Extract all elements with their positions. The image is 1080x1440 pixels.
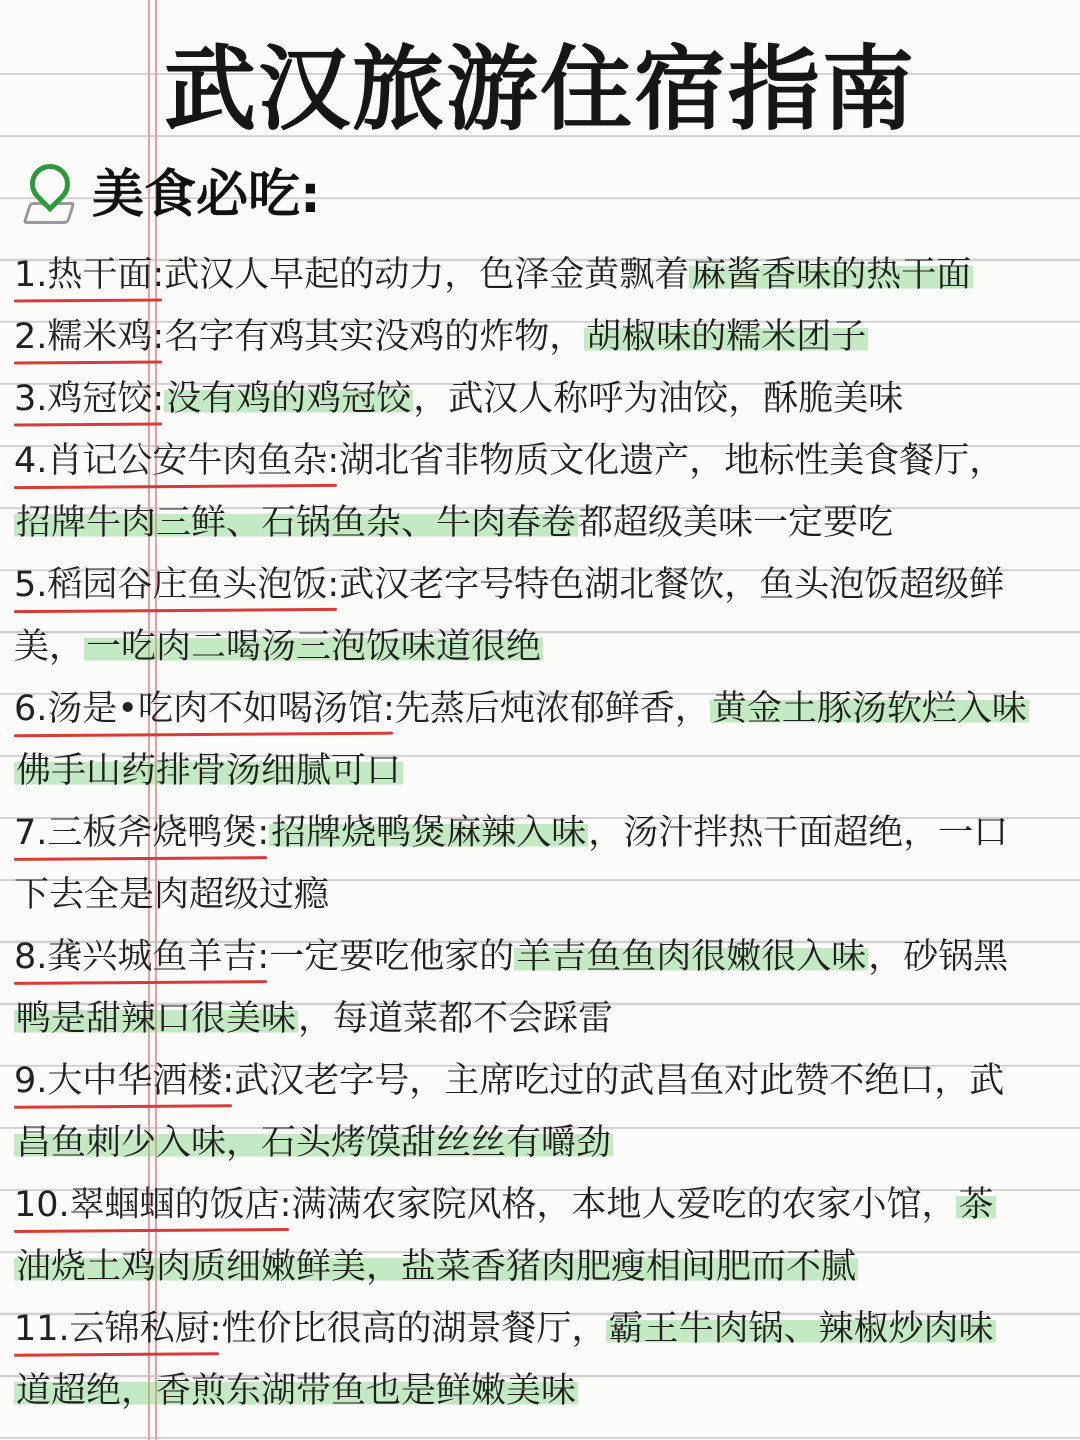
item-highlight: 佛手山药排骨汤细腻可口	[16, 751, 402, 791]
list-item	[14, 926, 1080, 988]
item-name: 4.肖记公安牛肉鱼杂:	[14, 430, 339, 492]
list-item	[14, 1174, 1080, 1236]
list-item	[14, 244, 1080, 306]
list-item-continuation	[14, 492, 1080, 554]
item-text: ，汤汁拌热干面超绝，一口	[588, 813, 1009, 853]
list-item	[14, 554, 1080, 616]
list-item	[14, 368, 1080, 430]
item-name: 5.稻园谷庄鱼头泡饭:	[14, 554, 339, 616]
item-text: ，每道菜都不会踩雷	[298, 999, 614, 1039]
item-text: 武汉老字号，主席吃过的武昌鱼对此赞不绝口，武	[234, 1061, 1005, 1101]
list-item	[14, 306, 1080, 368]
item-name: 1.热干面:	[14, 244, 164, 306]
page-title: 武汉旅游住宿指南	[163, 36, 916, 143]
list-item	[14, 678, 1080, 740]
location-pin-icon	[22, 164, 82, 226]
item-name: 10.翠蝈蝈的饭店:	[14, 1174, 291, 1236]
item-text: 一定要吃他家的	[269, 937, 515, 977]
item-name: 6.汤是•吃肉不如喝汤馆:	[14, 678, 395, 740]
item-highlight: 昌鱼刺少入味，石头烤馍甜丝丝有嚼劲	[16, 1123, 612, 1163]
item-text: 性价比很高的湖景餐厅，	[221, 1309, 607, 1349]
item-highlight: 道超绝，香煎东湖带鱼也是鲜嫩美味	[16, 1371, 577, 1411]
list-item-continuation	[14, 740, 1080, 802]
item-text: 先蒸后炖浓郁鲜香，	[394, 689, 710, 729]
list-item-continuation	[14, 988, 1080, 1050]
list-item-continuation	[14, 1360, 1080, 1422]
item-text: 武汉人早起的动力，色泽金黄飘着	[164, 255, 690, 295]
item-highlight: 一吃肉二喝汤三泡饭味道很绝	[86, 627, 542, 667]
item-highlight: 鸭是甜辣口很美味	[16, 999, 297, 1039]
list-item	[14, 1050, 1080, 1112]
list-item-continuation	[14, 1236, 1080, 1298]
list-item-continuation	[14, 1112, 1080, 1174]
item-text: 满满农家院风格，本地人爱吃的农家小馆，	[291, 1185, 957, 1225]
item-name: 11.云锦私厨:	[14, 1298, 221, 1360]
item-highlight: 胡椒味的糯米团子	[586, 317, 867, 357]
item-text: 下去全是肉超级过瘾	[14, 875, 330, 915]
item-text: 都超级美味一定要吃	[578, 503, 894, 543]
item-highlight: 霸王牛肉锅、辣椒炒肉味	[608, 1309, 994, 1349]
item-highlight: 招牌烧鸭煲麻辣入味	[271, 813, 587, 853]
item-highlight: 招牌牛肉三鲜、石锅鱼杂、牛肉春卷	[16, 503, 577, 543]
item-highlight: 茶	[958, 1185, 994, 1225]
item-name: 7.三板斧烧鸭煲:	[14, 802, 269, 864]
item-name: 9.大中华酒楼:	[14, 1050, 234, 1112]
item-name: 3.鸡冠饺:	[14, 368, 164, 430]
list-item	[14, 1298, 1080, 1360]
item-text: 湖北省非物质文化遗产，地标性美食餐厅，	[339, 441, 1005, 481]
list-item	[14, 430, 1080, 492]
item-text: 武汉老字号特色湖北餐饮，鱼头泡饭超级鲜	[339, 565, 1005, 605]
item-text: 名字有鸡其实没鸡的炸物，	[164, 317, 585, 357]
item-text: ，砂锅黑	[868, 937, 1009, 977]
item-text: ，武汉人称呼为油饺，酥脆美味	[413, 379, 904, 419]
section-title: 美食必吃:	[92, 165, 321, 225]
item-name: 2.糯米鸡:	[14, 306, 164, 368]
list-item-continuation	[14, 864, 1080, 926]
section-header	[22, 160, 321, 230]
item-highlight: 黄金土豚汤软烂入味	[711, 689, 1027, 729]
item-text: 美，	[14, 627, 85, 667]
list-item-continuation	[14, 616, 1080, 678]
food-list	[14, 244, 1080, 1422]
item-highlight: 麻酱香味的热干面	[691, 255, 972, 295]
list-item	[14, 802, 1080, 864]
item-highlight: 羊吉鱼鱼肉很嫩很入味	[516, 937, 867, 977]
item-highlight: 油烧土鸡肉质细嫩鲜美，盐菜香猪肉肥瘦相间肥而不腻	[16, 1247, 857, 1287]
item-highlight: 没有鸡的鸡冠饺	[166, 379, 412, 419]
item-name: 8.龚兴城鱼羊吉:	[14, 926, 269, 988]
